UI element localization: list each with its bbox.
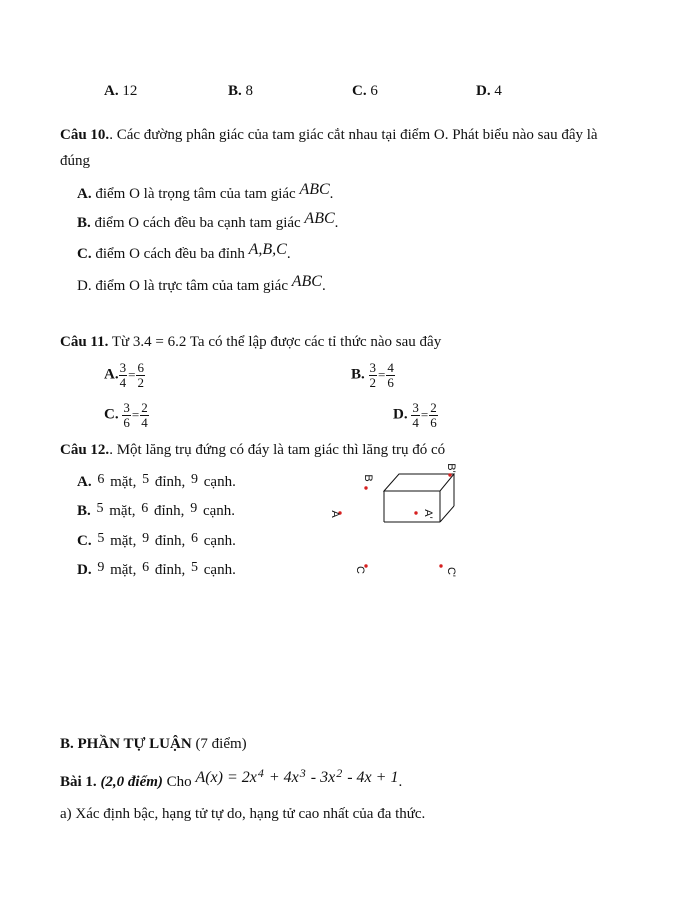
bai1-part-a: a) Xác định bậc, hạng tử tự do, hạng tử cao nhất của đa thức.	[60, 806, 426, 822]
q11-option-a: A. $\frac{3}{4}$ = $\frac{6}{2}$	[104, 360, 144, 390]
fraction: $\frac{2}{4}$	[141, 400, 148, 430]
q9-option-c: C. 6	[352, 83, 378, 99]
fraction: $\frac{2}{6}$	[430, 400, 437, 430]
point-b	[364, 486, 367, 489]
fraction: $\frac{3}{2}$	[369, 360, 377, 390]
q10-option-a: A. điểm O là trọng tâm của tam giác ABC.	[77, 181, 334, 202]
polynomial: $A(x) = 2x^4 + 4x^3 - 3x^2 - 4x + 1$	[195, 766, 399, 786]
prism-figure	[320, 462, 470, 582]
point-a-prime	[414, 511, 417, 514]
q10-option-d: D. điểm O là trực tâm của tam giác ABC.	[77, 273, 326, 294]
fraction: $\frac{4}{6}$	[387, 360, 394, 390]
prism-edge	[440, 506, 454, 522]
point-b-prime	[448, 473, 451, 476]
q10-option-b: B. điểm O cách đều ba cạnh tam giác ABC.	[77, 210, 339, 231]
q9-option-b: B. 8	[228, 83, 254, 99]
q11-option-c: C. $\frac{3}{6}$ = $\frac{2}{4}$	[104, 400, 148, 430]
label-b-prime: B'	[445, 463, 457, 473]
q10-stem: Câu 10.. Các đường phân giác của tam giác cắt nhau tại điểm O. Phát biểu nào sau đây là	[60, 127, 598, 143]
q11-option-b: B. $\frac{3}{2}$ = $\frac{4}{6}$	[351, 360, 394, 390]
q12-option-d: D. 9 mặt, 6 đỉnh, 5 cạnh.	[77, 560, 236, 578]
q10-option-c: C. điểm O cách đều ba đỉnh A,B,C.	[77, 241, 291, 262]
q9-option-d: D. 4	[476, 83, 502, 99]
fraction: $\frac{3}{4}$	[119, 360, 127, 390]
fraction: $\frac{6}{2}$	[137, 360, 144, 390]
q12-stem: Câu 12.. Một lăng trụ đứng có đáy là tam giác thì lăng trụ đó có	[60, 442, 446, 458]
bai1-line: Bài 1. (2,0 điểm) Cho $A(x) = 2x^4 + 4x^3 - 3x^2 - 4x + 1$.	[60, 766, 403, 790]
q9-option-a: A. 12	[104, 83, 138, 99]
fraction: $\frac{3}{4}$	[412, 400, 419, 430]
section-b-title: B. PHẦN TỰ LUẬN (7 điểm)	[60, 736, 247, 752]
fraction: $\frac{3}{6}$	[123, 400, 130, 430]
point-c-prime	[439, 564, 442, 567]
label-a: A	[329, 510, 341, 518]
q12-option-a: A. 6 mặt, 5 đỉnh, 9 cạnh.	[77, 472, 236, 490]
label-c-prime: C'	[445, 566, 457, 578]
label-c: C	[354, 566, 366, 574]
label-b: B	[362, 474, 374, 482]
q11-option-d: D. $\frac{3}{4}$ = $\frac{2}{6}$	[393, 400, 437, 430]
q12-option-c: C. 5 mặt, 9 đỉnh, 6 cạnh.	[77, 531, 236, 549]
label-a-prime: A'	[422, 509, 434, 519]
q12-option-b: B. 5 mặt, 6 đỉnh, 9 cạnh.	[77, 501, 236, 519]
q11-stem: Câu 11. Từ 3.4 = 6.2 Ta có thể lập được các tỉ thức nào sau đây	[60, 334, 442, 350]
q10-stem-cont: đúng	[60, 153, 90, 169]
prism-top-face	[384, 474, 454, 491]
